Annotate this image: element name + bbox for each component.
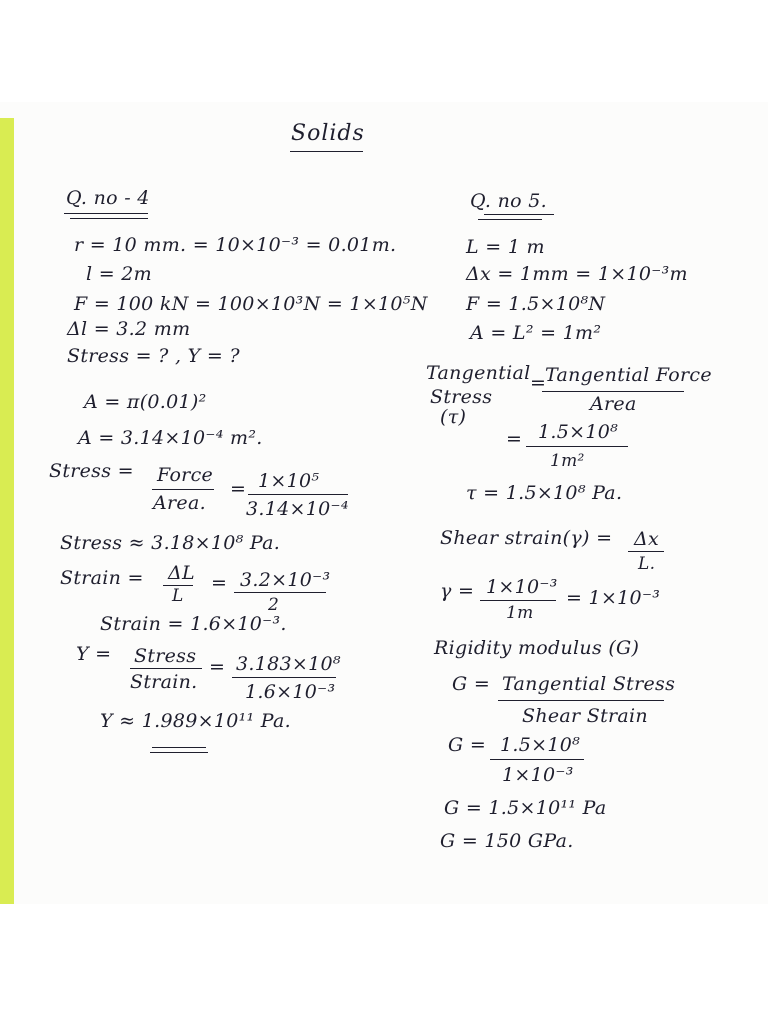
left-stress-fraction-bar bbox=[152, 489, 214, 490]
right-tau-fraction-bar bbox=[526, 446, 628, 447]
left-stress-equals: = bbox=[230, 478, 247, 500]
right-g-fraction-bar-2 bbox=[490, 759, 584, 760]
left-line-extension: Δl = 3.2 mm bbox=[67, 318, 191, 340]
left-line-area-formula: A = π(0.01)² bbox=[84, 391, 207, 413]
left-heading-underline-2 bbox=[70, 218, 148, 219]
left-strain-equals: = bbox=[211, 572, 228, 594]
right-shear-strain-denominator: L. bbox=[638, 554, 656, 574]
left-heading: Q. no - 4 bbox=[66, 187, 150, 209]
right-g-denominator-1: Shear Strain bbox=[522, 705, 648, 727]
left-stress-denominator: Area. bbox=[153, 492, 206, 514]
notebook-page bbox=[0, 102, 768, 904]
left-line-young-result: Y ≈ 1.989×10¹¹ Pa. bbox=[100, 710, 292, 732]
right-tangential-equals: = bbox=[530, 372, 547, 394]
right-g-label-1: G = bbox=[452, 673, 491, 695]
right-g-numerator-1: Tangential Stress bbox=[502, 673, 676, 695]
left-line-unknowns: Stress = ? , Y = ? bbox=[67, 345, 240, 367]
right-shear-strain-numerator: Δx bbox=[634, 528, 660, 550]
right-line-tau-result: τ = 1.5×10⁸ Pa. bbox=[466, 482, 623, 504]
left-heading-underline bbox=[64, 213, 148, 214]
right-gamma-result: = 1×10⁻³ bbox=[566, 587, 661, 609]
left-strain-numerator: ΔL bbox=[168, 562, 195, 584]
right-g-numerator-2: 1.5×10⁸ bbox=[500, 734, 581, 756]
left-stress-value-numerator: 1×10⁵ bbox=[258, 470, 320, 492]
left-line-length: l = 2m bbox=[86, 263, 152, 285]
left-young-value-denominator: 1.6×10⁻³ bbox=[245, 681, 336, 703]
right-tau-label: (τ) bbox=[440, 406, 467, 428]
left-young-denominator: Strain. bbox=[130, 671, 198, 693]
page-edge-strip bbox=[0, 118, 14, 904]
left-result-underline bbox=[152, 747, 206, 748]
left-strain-denominator: L bbox=[172, 586, 184, 606]
right-shear-strain-label: Shear strain(γ) = bbox=[440, 527, 613, 549]
right-g-denominator-2: 1×10⁻³ bbox=[502, 764, 574, 786]
left-young-numerator: Stress bbox=[134, 645, 197, 667]
right-gamma-numerator: 1×10⁻³ bbox=[486, 576, 558, 598]
left-strain-value-denominator: 2 bbox=[268, 595, 280, 615]
right-tau-numerator: 1.5×10⁸ bbox=[538, 421, 619, 443]
left-young-value-numerator: 3.183×10⁸ bbox=[236, 653, 341, 675]
right-shear-strain-bar bbox=[628, 551, 664, 552]
right-gamma-fraction-bar bbox=[480, 600, 556, 601]
right-line-rigidity-heading: Rigidity modulus (G) bbox=[434, 637, 640, 659]
right-tangential-denominator: Area bbox=[590, 393, 637, 415]
left-young-label: Y = bbox=[76, 643, 112, 665]
left-young-equals: = bbox=[209, 656, 226, 678]
right-heading-underline bbox=[484, 214, 554, 215]
right-gamma-label: γ = bbox=[440, 580, 475, 602]
left-strain-value-numerator: 3.2×10⁻³ bbox=[240, 569, 331, 591]
right-tangential-label: Tangential bbox=[426, 362, 531, 384]
right-line-length: L = 1 m bbox=[466, 236, 545, 258]
left-line-stress-result: Stress ≈ 3.18×10⁸ Pa. bbox=[60, 532, 281, 554]
right-g-fraction-bar-1 bbox=[498, 700, 664, 701]
left-strain-label: Strain = bbox=[60, 567, 144, 589]
left-stress-numerator: Force bbox=[157, 464, 214, 486]
right-tau-equals: = bbox=[506, 428, 523, 450]
left-stress-value-denominator: 3.14×10⁻⁴ bbox=[246, 498, 349, 520]
right-gamma-denominator: 1m bbox=[506, 603, 534, 623]
left-stress-label: Stress = bbox=[49, 460, 134, 482]
right-line-displacement: Δx = 1mm = 1×10⁻³m bbox=[466, 263, 688, 285]
right-line-force: F = 1.5×10⁸N bbox=[466, 293, 606, 315]
left-strain-value-bar bbox=[234, 592, 326, 593]
right-heading-underline-2 bbox=[478, 219, 542, 220]
right-line-g-result-1: G = 1.5×10¹¹ Pa bbox=[444, 797, 607, 819]
right-stress-label: Stress bbox=[430, 386, 493, 408]
left-stress-value-bar bbox=[248, 494, 348, 495]
right-tangential-fraction-bar bbox=[542, 391, 684, 392]
title-underline bbox=[290, 151, 363, 152]
left-line-radius: r = 10 mm. = 10×10⁻³ = 0.01m. bbox=[74, 234, 397, 256]
right-line-g-result-2: G = 150 GPa. bbox=[440, 830, 574, 852]
left-line-area-value: A = 3.14×10⁻⁴ m². bbox=[78, 427, 263, 449]
left-result-underline-2 bbox=[150, 752, 208, 753]
left-young-fraction-bar bbox=[130, 668, 202, 669]
right-heading: Q. no 5. bbox=[470, 190, 547, 212]
left-young-value-bar bbox=[232, 677, 336, 678]
left-line-force: F = 100 kN = 100×10³N = 1×10⁵N bbox=[74, 293, 428, 315]
right-tau-denominator: 1m² bbox=[550, 451, 585, 471]
right-g-label-2: G = bbox=[448, 734, 487, 756]
right-line-area: A = L² = 1m² bbox=[470, 322, 602, 344]
right-tangential-numerator: Tangential Force bbox=[545, 364, 712, 386]
left-line-strain-result: Strain = 1.6×10⁻³. bbox=[100, 613, 287, 635]
page-title: Solids bbox=[291, 121, 365, 146]
